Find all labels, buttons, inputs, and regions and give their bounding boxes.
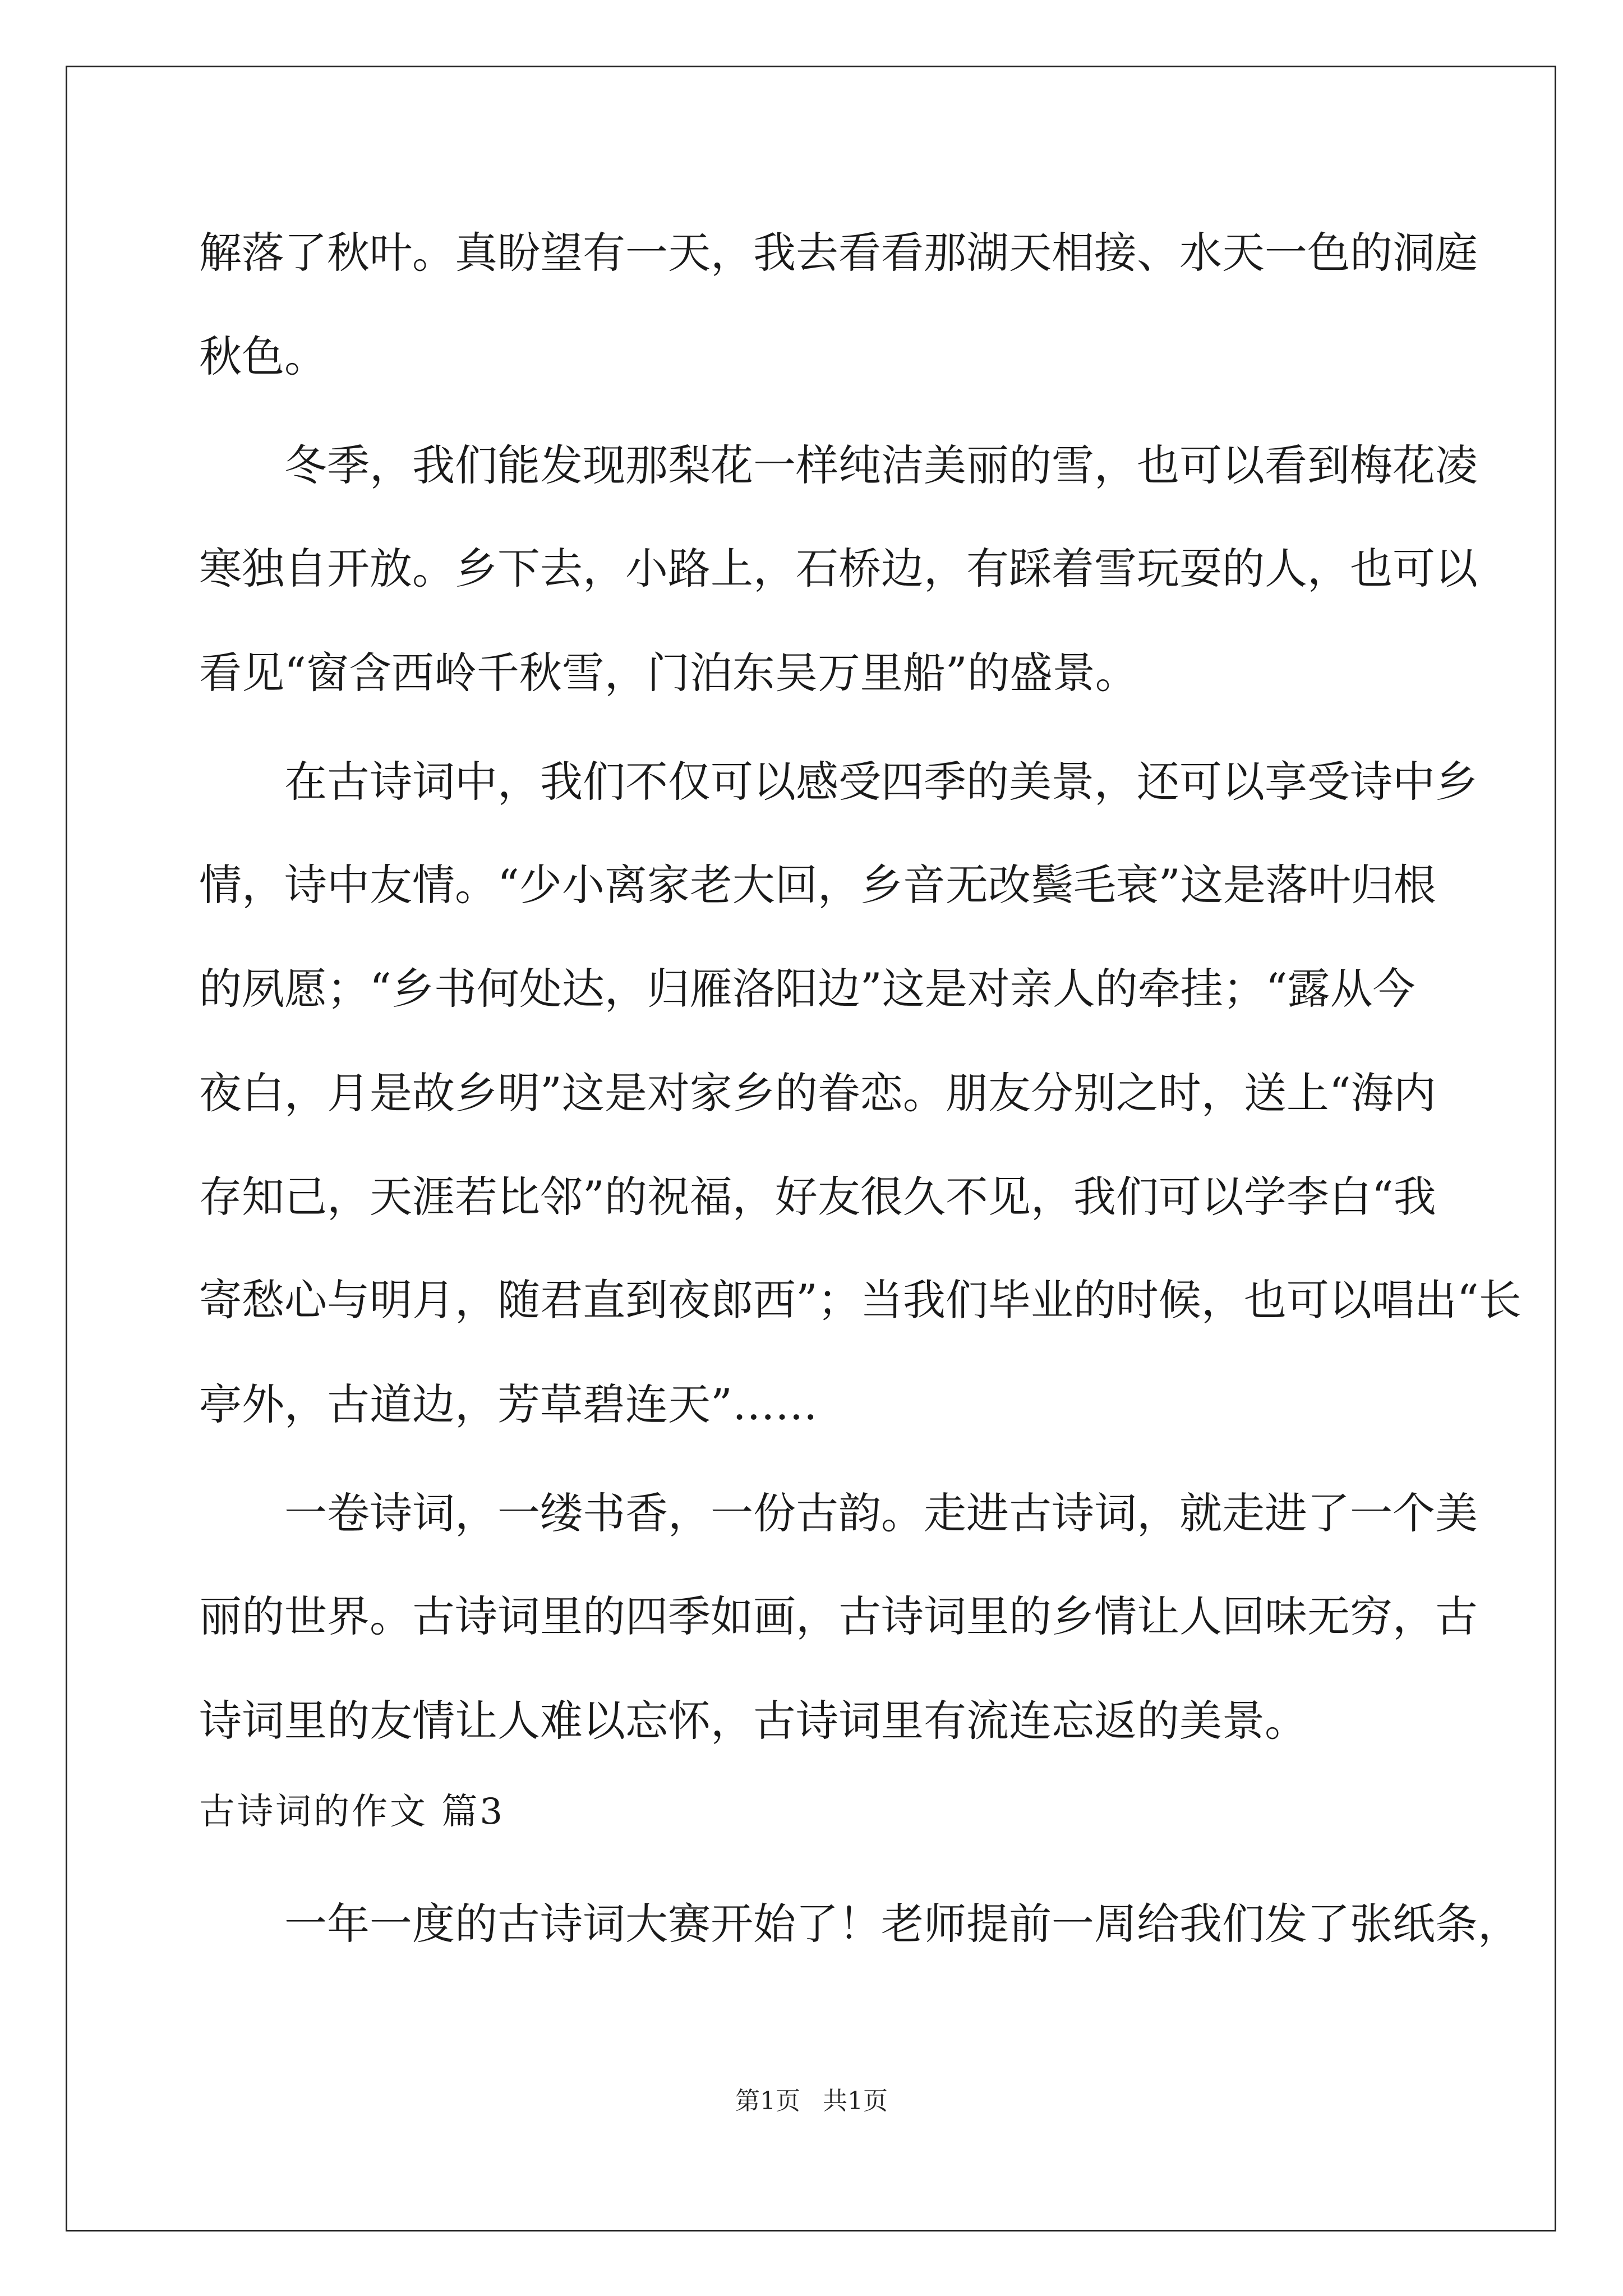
text-line: 解落了秋叶。真盼望有一天，我去看看那湖天相接、水天一色的洞庭	[199, 228, 1478, 278]
text-line: 秋色。	[199, 332, 327, 381]
page-number: 第1页	[735, 2087, 800, 2115]
text-line: 诗词里的友情让人难以忘怀，古诗词里有流连忘返的美景。	[199, 1696, 1307, 1746]
text-line: 寄愁心与明月，随君直到夜郎西”；当我们毕业的时候，也可以唱出“长	[199, 1275, 1521, 1325]
text-line: 情，诗中友情。“少小离家老大回，乡音无改鬓毛衰”这是落叶归根	[199, 860, 1436, 910]
text-line: 看见“窗含西岭千秋雪，门泊东吴万里船”的盛景。	[199, 648, 1138, 698]
text-line: 亭外，古道边，芳草碧连天”……	[199, 1379, 818, 1429]
paragraph-start-line: 冬季，我们能发现那梨花一样纯洁美丽的雪，也可以看到梅花凌	[284, 440, 1478, 490]
section-heading: 古诗词的作文 篇3	[199, 1791, 505, 1833]
text-line: 丽的世界。古诗词里的四季如画，古诗词里的乡情让人回味无穷，古	[199, 1591, 1478, 1641]
text-line: 存知己，天涯若比邻”的祝福，好友很久不见，我们可以学李白“我	[199, 1172, 1436, 1222]
page-footer	[0, 2085, 1623, 2118]
paragraph-start-line: 一年一度的古诗词大赛开始了！老师提前一周给我们发了张纸条，	[284, 1899, 1520, 1949]
text-line: 夜白，月是故乡明”这是对家乡的眷恋。朋友分别之时，送上“海内	[199, 1068, 1436, 1118]
text-line: 寒独自开放。乡下去，小路上，石桥边，有踩着雪玩耍的人，也可以	[199, 544, 1478, 593]
paragraph-start-line: 在古诗词中，我们不仅可以感受四季的美景，还可以享受诗中乡	[284, 757, 1478, 807]
text-line: 的夙愿；“乡书何处达，归雁洛阳边”这是对亲人的牵挂；“露从今	[199, 964, 1415, 1014]
page-total: 共1页	[823, 2087, 888, 2115]
paragraph-start-line: 一卷诗词，一缕书香，一份古韵。走进古诗词，就走进了一个美	[284, 1488, 1478, 1538]
